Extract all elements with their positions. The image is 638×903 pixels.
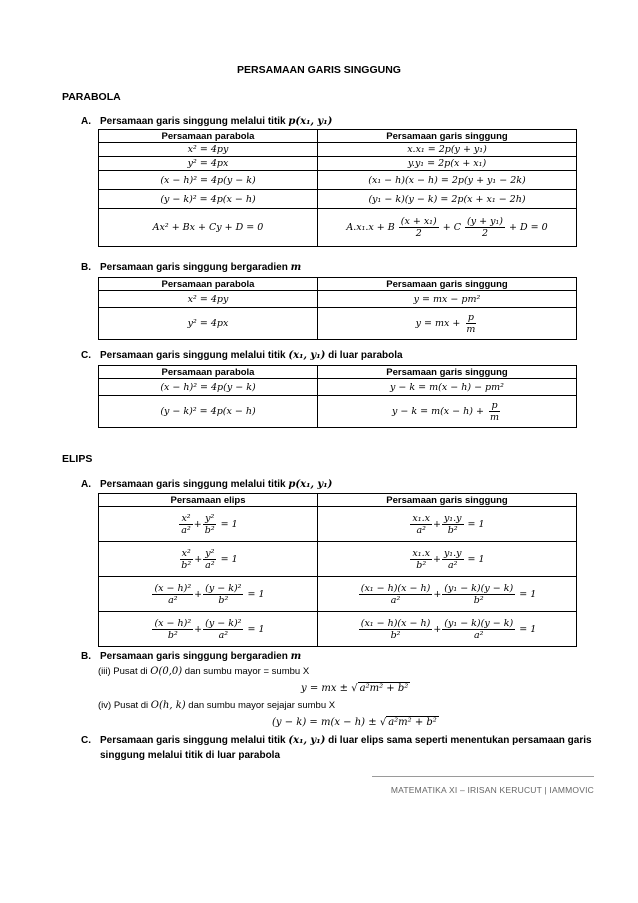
denominator: a² bbox=[205, 559, 215, 571]
tangent-equation-cell: $\frac{\text{x₁.x}}{\text{b²}}$ + $\frac{\text{y₁.y}}{\text{a²}}$ = 1 bbox=[318, 542, 577, 577]
item-text-2: di luar parabola bbox=[325, 350, 403, 361]
elips-c-line2: singgung melalui titik di luar parabola bbox=[100, 750, 281, 761]
item-label: C. bbox=[81, 350, 91, 361]
numerator: (y − k)² bbox=[205, 617, 242, 629]
numerator: y₁.y bbox=[443, 547, 462, 559]
formula-part: (y − k) = m(x − h) ± bbox=[272, 717, 380, 728]
note-text: dan sumbu mayor = sumbu X bbox=[182, 666, 310, 677]
expr-part: y − k = m(x − h) + bbox=[391, 406, 484, 417]
note-center-origin bbox=[98, 666, 309, 677]
fraction bbox=[442, 513, 464, 536]
numerator: x² bbox=[181, 547, 191, 559]
table-cell: (y₁ − k)(y − k) = 2p(x + x₁ − 2h) bbox=[318, 190, 577, 209]
denominator: a² bbox=[416, 524, 426, 536]
numerator: (y₁ − k)(y − k) bbox=[444, 617, 514, 629]
footer-divider bbox=[372, 776, 594, 777]
fraction bbox=[488, 400, 501, 423]
equals-one: = 1 bbox=[247, 588, 265, 600]
numerator: (y + y₁) bbox=[467, 216, 503, 227]
table-cell: y − k = m(x − h) − pm² bbox=[318, 379, 577, 396]
denominator: b² bbox=[473, 594, 484, 606]
fraction bbox=[203, 618, 243, 641]
equals-one: = 1 bbox=[247, 623, 265, 635]
fraction bbox=[203, 513, 217, 536]
table-cell: (y − k)² = 4p(x − h) bbox=[99, 396, 318, 428]
numerator: x₁.x bbox=[412, 512, 430, 524]
point-math: (x₁, y₁) bbox=[288, 350, 326, 361]
tangent-equation-cell: $\frac{\text{x₁.x}}{\text{a²}}$ + $\frac{\text{y₁.y}}{\text{b²}}$ = 1 bbox=[318, 507, 577, 542]
parabola-b-heading bbox=[81, 262, 301, 273]
expr-part: y = mx + bbox=[415, 318, 461, 329]
denominator: b² bbox=[204, 524, 215, 536]
fraction bbox=[203, 548, 216, 571]
tangent-formula-hk bbox=[272, 717, 439, 728]
radicand: a²m² + b² bbox=[359, 683, 409, 694]
numerator: (x − h)² bbox=[154, 617, 192, 629]
col-header-right: Persamaan garis singgung bbox=[318, 494, 577, 507]
fraction bbox=[410, 513, 432, 536]
col-header-left: Persamaan parabola bbox=[99, 130, 318, 143]
elips-a-heading bbox=[81, 479, 332, 490]
denominator: m bbox=[466, 324, 476, 335]
item-label: A. bbox=[81, 479, 91, 490]
item-label: B. bbox=[81, 262, 91, 273]
expr-part: A.x₁.x + B bbox=[346, 222, 395, 233]
sqrt-icon: √ bbox=[351, 683, 358, 694]
note-math: O(h, k) bbox=[150, 700, 186, 711]
numerator: y² bbox=[205, 547, 215, 559]
table-cell: y = mx − pm² bbox=[318, 291, 577, 308]
numerator: (x + x₁) bbox=[400, 216, 437, 227]
denominator: b² bbox=[167, 629, 178, 641]
denominator: b² bbox=[416, 559, 427, 571]
table-cell: x² = 4py bbox=[99, 291, 318, 308]
fraction bbox=[464, 312, 477, 335]
fraction bbox=[442, 618, 515, 641]
ellipse-equation-cell: $\frac{\text{(x − h)²}}{\text{a²}}$ + $\frac{\text{(y − k)²}}{\text{b²}}$ = 1 bbox=[99, 577, 318, 612]
item-label: C. bbox=[81, 735, 91, 746]
elips-b-heading bbox=[81, 651, 301, 662]
fraction bbox=[203, 583, 243, 606]
denominator: b² bbox=[447, 524, 458, 536]
tangent-equation-cell: $\frac{\text{(x₁ − h)(x − h)}}{\text{b²}}$ + $\frac{\text{(y₁ − k)(y − k)}}{\text{a²}}$ = 1 bbox=[318, 612, 577, 647]
table-cell: Ax² + Bx + Cy + D = 0 bbox=[99, 209, 318, 247]
note-text: (iii) Pusat di bbox=[98, 666, 151, 677]
section-heading-parabola: PARABOLA bbox=[62, 91, 121, 103]
ellipse-equation-cell: $\frac{\text{x²}}{\text{b²}}$ + $\frac{\text{y²}}{\text{a²}}$ = 1 bbox=[99, 542, 318, 577]
fraction bbox=[442, 548, 464, 571]
gradient-math: m bbox=[290, 262, 302, 273]
col-header-right: Persamaan garis singgung bbox=[318, 130, 577, 143]
table-cell: y² = 4px bbox=[99, 308, 318, 340]
expr-part: + C bbox=[442, 222, 461, 233]
denominator: 2 bbox=[481, 228, 489, 239]
table-cell: (y − k)² = 4p(x − h) bbox=[99, 190, 318, 209]
table-cell: x.x₁ = 2p(y + y₁) bbox=[318, 143, 577, 157]
ellipse-equation-cell: $\frac{\text{x²}}{\text{a²}}$ + $\frac{\text{y²}}{\text{b²}}$ = 1 bbox=[99, 507, 318, 542]
numerator: (y − k)² bbox=[205, 582, 242, 594]
tangent-formula-origin bbox=[301, 683, 410, 694]
col-header-left: Persamaan parabola bbox=[99, 366, 318, 379]
numerator: y₁.y bbox=[443, 512, 462, 524]
col-header-left: Persamaan elips bbox=[99, 494, 318, 507]
note-text: dan sumbu mayor sejajar sumbu X bbox=[185, 700, 336, 711]
ellipse-equation-cell: $\frac{\text{(x − h)²}}{\text{b²}}$ + $\frac{\text{(y − k)²}}{\text{a²}}$ = 1 bbox=[99, 612, 318, 647]
gradient-math: m bbox=[290, 651, 302, 662]
item-text: Persamaan garis singgung melalui titik bbox=[100, 735, 289, 746]
table-cell: y.y₁ = 2p(x + x₁) bbox=[318, 157, 577, 171]
numerator: y² bbox=[205, 512, 215, 524]
item-text-2: di luar elips sama seperti menentukan persamaan garis bbox=[325, 735, 592, 746]
item-text: Persamaan garis singgung melalui titik bbox=[100, 479, 289, 490]
denominator: a² bbox=[218, 629, 229, 641]
parabola-a-heading bbox=[81, 116, 332, 127]
equals-one: = 1 bbox=[220, 518, 238, 530]
fraction bbox=[179, 548, 193, 571]
note-math: O(0,0) bbox=[150, 666, 183, 677]
col-header-right: Persamaan garis singgung bbox=[318, 366, 577, 379]
equals-one: = 1 bbox=[220, 553, 238, 565]
denominator: a² bbox=[181, 524, 191, 536]
denominator: m bbox=[490, 412, 500, 423]
numerator: p bbox=[491, 400, 498, 411]
table-cell-fraction bbox=[318, 308, 577, 340]
table-cell-fraction bbox=[318, 209, 577, 247]
numerator: x₁.x bbox=[412, 547, 430, 559]
denominator: b² bbox=[218, 594, 229, 606]
fraction bbox=[399, 216, 439, 239]
denominator: b² bbox=[181, 559, 192, 571]
item-label: B. bbox=[81, 651, 91, 662]
denominator: a² bbox=[474, 629, 484, 641]
denominator: a² bbox=[390, 594, 401, 606]
col-header-right: Persamaan garis singgung bbox=[318, 278, 577, 291]
numerator: (x₁ − h)(x − h) bbox=[360, 582, 431, 594]
denominator: b² bbox=[390, 629, 401, 641]
fraction bbox=[152, 583, 193, 606]
fraction bbox=[179, 513, 192, 536]
numerator: (x₁ − h)(x − h) bbox=[360, 617, 431, 629]
point-math: (x₁, y₁) bbox=[288, 735, 326, 746]
col-header-left: Persamaan parabola bbox=[99, 278, 318, 291]
expr-part: + D = 0 bbox=[509, 222, 548, 233]
item-text: Persamaan garis singgung bergaradien bbox=[100, 262, 291, 273]
parabola-c-table bbox=[98, 365, 577, 428]
table-cell-fraction bbox=[318, 396, 577, 428]
item-text: Persamaan garis singgung bergaradien bbox=[100, 651, 291, 662]
elips-c-heading bbox=[81, 735, 592, 746]
equals-one: = 1 bbox=[467, 518, 485, 530]
denominator: 2 bbox=[415, 228, 422, 239]
numerator: x² bbox=[181, 512, 191, 524]
parabola-b-table bbox=[98, 277, 577, 340]
numerator: (x − h)² bbox=[154, 582, 192, 594]
footer-text: MATEMATIKA XI – IRISAN KERUCUT | IAMMOVIC bbox=[390, 785, 594, 795]
elips-a-table bbox=[98, 493, 577, 647]
fraction bbox=[359, 618, 433, 641]
numerator: p bbox=[467, 312, 474, 323]
note-center-hk bbox=[98, 700, 335, 711]
denominator: a² bbox=[168, 594, 178, 606]
denominator: a² bbox=[447, 559, 458, 571]
parabola-c-heading bbox=[81, 350, 403, 361]
point-math: p(x₁, y₁) bbox=[288, 116, 333, 127]
fraction bbox=[410, 548, 432, 571]
fraction bbox=[359, 583, 433, 606]
item-label: A. bbox=[81, 116, 91, 127]
table-cell: (x − h)² = 4p(y − k) bbox=[99, 379, 318, 396]
section-heading-elips: ELIPS bbox=[62, 453, 93, 465]
numerator: (y₁ − k)(y − k) bbox=[444, 582, 514, 594]
table-cell: (x₁ − h)(x − h) = 2p(y + y₁ − 2k) bbox=[318, 171, 577, 190]
fraction bbox=[442, 583, 515, 606]
table-cell: y² = 4px bbox=[99, 157, 318, 171]
equals-one: = 1 bbox=[519, 623, 537, 635]
point-math: p(x₁, y₁) bbox=[288, 479, 333, 490]
item-text: Persamaan garis singgung melalui titik bbox=[100, 116, 289, 127]
fraction bbox=[465, 216, 505, 239]
equals-one: = 1 bbox=[467, 553, 485, 565]
item-text: Persamaan garis singgung melalui titik bbox=[100, 350, 289, 361]
equals-one: = 1 bbox=[519, 588, 537, 600]
sqrt-icon: √ bbox=[379, 717, 387, 728]
page-title: PERSAMAAN GARIS SINGGUNG bbox=[237, 64, 401, 76]
radicand: a²m² + b² bbox=[388, 717, 437, 728]
note-text: (iv) Pusat di bbox=[98, 700, 151, 711]
table-cell: (x − h)² = 4p(y − k) bbox=[99, 171, 318, 190]
fraction bbox=[152, 618, 193, 641]
parabola-a-table bbox=[98, 129, 577, 247]
formula-part: y = mx ± bbox=[301, 683, 352, 694]
table-cell: x² = 4py bbox=[99, 143, 318, 157]
tangent-equation-cell: $\frac{\text{(x₁ − h)(x − h)}}{\text{a²}}$ + $\frac{\text{(y₁ − k)(y − k)}}{\text{b²}}$ = 1 bbox=[318, 577, 577, 612]
